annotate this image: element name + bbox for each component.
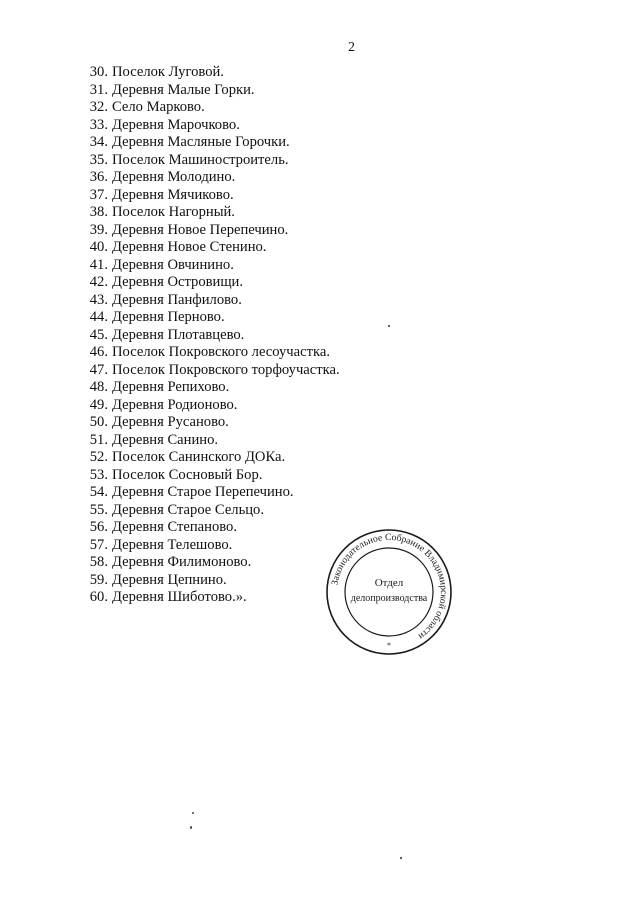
list-item	[0, 187, 420, 205]
list-item	[0, 397, 420, 415]
list-item-text: Поселок Нагорный.	[112, 204, 235, 220]
list-item	[0, 99, 420, 117]
list-item-number: 51.	[89, 431, 108, 448]
list-item-text: Деревня Филимоново.	[112, 554, 252, 570]
list-item-text: Деревня Перново.	[112, 309, 225, 325]
list-item	[0, 484, 420, 502]
list-item	[0, 152, 420, 170]
settlement-list	[0, 64, 420, 607]
list-item-text: Деревня Санино.	[112, 431, 219, 448]
list-item-text: Поселок Санинского ДОКа.	[112, 449, 286, 465]
list-item-text: Деревня Шиботово.».	[112, 589, 247, 605]
list-item-text: Деревня Родионово.	[112, 396, 238, 413]
list-item-number: 42.	[89, 274, 108, 290]
stamp-center-line2: делопроизводства	[350, 593, 428, 604]
list-item-text: Село Марково.	[112, 99, 205, 115]
list-item-number: 41.	[89, 256, 108, 273]
list-item-text: Деревня Масляные Горочки.	[112, 134, 290, 150]
list-item-text: Деревня Степаново.	[112, 519, 237, 535]
list-item-text: Поселок Луговой.	[112, 64, 224, 80]
list-item-text: Деревня Малые Горки.	[112, 81, 255, 98]
list-item-number: 56.	[89, 519, 108, 535]
list-item	[0, 257, 420, 275]
list-item-text: Деревня Овчинино.	[112, 256, 234, 273]
list-item	[0, 432, 420, 450]
list-item-number: 43.	[89, 291, 108, 308]
list-item-number: 48.	[89, 379, 108, 395]
list-item	[0, 344, 420, 362]
list-item-text: Деревня Старое Перепечино.	[112, 484, 294, 500]
list-item-text: Деревня Новое Перепечино.	[112, 221, 289, 238]
list-item-number: 50.	[89, 414, 108, 430]
list-item	[0, 502, 420, 520]
list-item-number: 35.	[89, 151, 108, 168]
list-item	[0, 309, 420, 327]
scan-speck	[400, 857, 402, 859]
list-item	[0, 239, 420, 257]
list-item-number: 34.	[89, 134, 108, 150]
list-item-text: Поселок Покровского лесоучастка.	[112, 344, 330, 360]
list-item-text: Деревня Марочково.	[112, 116, 240, 133]
list-item	[0, 449, 420, 467]
list-item	[0, 467, 420, 485]
list-item-number: 52.	[89, 449, 108, 465]
list-item-text: Деревня Островищи.	[112, 274, 244, 290]
list-item-number: 53.	[89, 466, 108, 483]
list-item	[0, 274, 420, 292]
list-item-text: Деревня Плотавцево.	[112, 326, 245, 343]
list-item-text: Деревня Русаново.	[112, 414, 229, 430]
list-item	[0, 414, 420, 432]
scan-speck	[192, 812, 194, 814]
list-item-text: Деревня Старое Сельцо.	[112, 501, 265, 518]
scan-speck	[388, 325, 390, 327]
list-item-number: 40.	[89, 239, 108, 255]
stamp-inner-ring	[345, 548, 433, 636]
list-item	[0, 134, 420, 152]
list-item-number: 30.	[89, 64, 108, 80]
list-item-number: 54.	[89, 484, 108, 500]
list-item-number: 58.	[89, 554, 108, 570]
list-item-number: 31.	[89, 81, 108, 98]
list-item	[0, 292, 420, 310]
list-item-number: 47.	[89, 361, 108, 378]
list-item-number: 33.	[89, 116, 108, 133]
list-item	[0, 82, 420, 100]
list-item-number: 57.	[89, 536, 108, 553]
list-item-text: Поселок Сосновый Бор.	[112, 466, 263, 483]
list-item	[0, 362, 420, 380]
stamp-ring-text: Законодательное Собрание Владимирской области	[329, 531, 450, 642]
list-item-text: Деревня Панфилово.	[112, 291, 242, 308]
page-number: 2	[348, 40, 355, 55]
list-item-number: 37.	[89, 186, 108, 203]
list-item	[0, 117, 420, 135]
list-item-number: 49.	[89, 396, 108, 413]
list-item-text: Поселок Машиностроитель.	[112, 151, 289, 168]
scan-speck	[190, 826, 192, 829]
list-item-text: Деревня Телешово.	[112, 536, 233, 553]
list-item-number: 36.	[89, 169, 108, 185]
list-item-text: Деревня Мячиково.	[112, 186, 234, 203]
list-item-number: 32.	[89, 99, 108, 115]
list-item-text: Поселок Покровского торфоучастка.	[112, 361, 340, 378]
list-item	[0, 204, 420, 222]
list-item-text: Деревня Цепнино.	[112, 571, 227, 588]
list-item-number: 44.	[89, 309, 108, 325]
official-stamp	[325, 528, 453, 656]
stamp-star-icon: *	[387, 641, 391, 650]
list-item-text: Деревня Новое Стенино.	[112, 239, 267, 255]
list-item-text: Деревня Молодино.	[112, 169, 236, 185]
list-item	[0, 327, 420, 345]
list-item-number: 38.	[89, 204, 108, 220]
list-item	[0, 379, 420, 397]
list-item-number: 39.	[89, 221, 108, 238]
list-item-text: Деревня Репихово.	[112, 379, 230, 395]
list-item	[0, 222, 420, 240]
list-item-number: 59.	[89, 571, 108, 588]
list-item-number: 60.	[89, 589, 108, 605]
list-item-number: 55.	[89, 501, 108, 518]
list-item	[0, 64, 420, 82]
list-item	[0, 169, 420, 187]
list-item-number: 46.	[89, 344, 108, 360]
stamp-center-line1: Отдел	[374, 577, 404, 589]
list-item-number: 45.	[89, 326, 108, 343]
